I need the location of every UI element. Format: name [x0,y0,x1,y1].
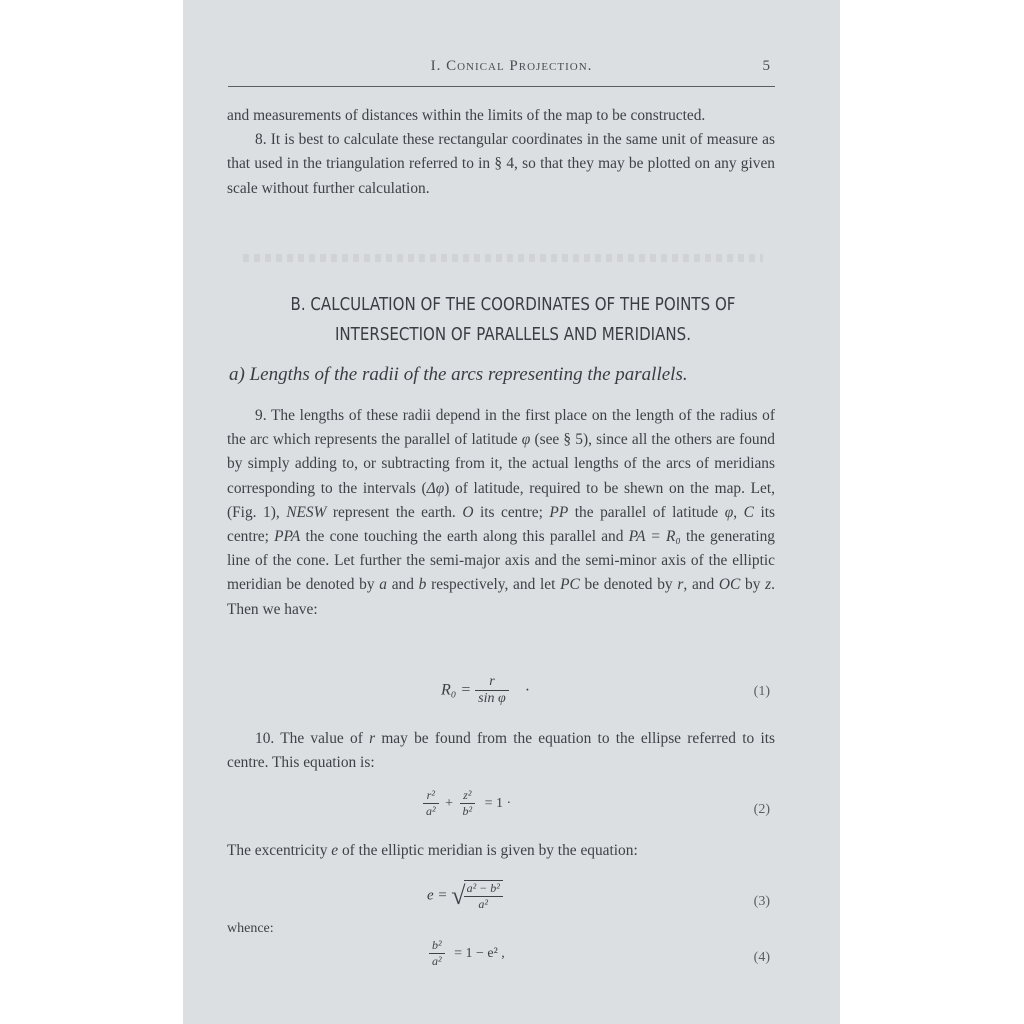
equation-4 [183,936,840,976]
eq3-lhs: e = [427,887,448,904]
math-symbol: PP [549,503,569,521]
paragraph-9 [227,404,775,622]
eq1-fraction [475,674,509,707]
math-symbol: OC [718,576,741,594]
excentricity-sentence [227,842,638,860]
math-symbol: C [743,503,754,521]
text-run: 10. The value of [255,730,370,747]
book-page [183,0,840,1024]
text-run: ) of latitude, required to be shewn on the map. Let, (Fig. 1), [227,479,775,521]
text-run: 9. The lengths of these radii depend in the first place on the length of the radius of the arc which represents the parallel of latitude [227,407,775,449]
eq2-fraction-1 [423,788,439,819]
eq2-fraction-2 [460,788,476,819]
math-symbol: φ [724,503,734,521]
eq1-label: (1) [753,684,770,699]
eq3-fraction [464,880,503,912]
paragraph-10 [227,727,775,775]
section-heading-line-1: B. CALCULATION OF THE COORDINATES OF THE POINTS OF [290,295,736,315]
equation-1 [183,672,840,712]
math-symbol: PC [560,576,580,594]
eq2-label: (2) [753,802,770,817]
whence-text: whence: [227,921,274,936]
text-run: by [740,576,766,594]
section-heading [255,290,771,350]
eq1-trail: · [524,681,531,699]
text-run: , and [683,576,719,594]
text-run: its centre; [227,503,776,546]
math-symbol: e [331,842,339,859]
text-run: (see § 5), since all the others are found by simply adding to, or subtracting from it, the actual lengths of the arcs of meridians corresponding to the intervals ( [227,431,776,497]
eq4-numerator: b² [429,938,445,954]
equation-3 [183,878,840,922]
text-run: represent the earth. [326,503,463,521]
text-run: respectively, and let [426,576,561,594]
math-symbol: a [379,576,387,594]
bleed-through-marks [243,254,763,262]
eq1-denominator: sin φ [478,691,506,706]
continuation-paragraph: and measurements of distances within the limits of the map to be constructed. [227,107,706,124]
eq2-rhs: = 1 · [484,795,512,811]
eq2-numerator-1: r² [423,788,439,804]
text-run: its centre; [473,503,550,521]
equation-2 [183,786,840,826]
text-run: the parallel of latitude [568,503,725,521]
subsection-heading: a) Lengths of the radii of the arcs representing the parallels. [229,364,688,385]
text-run: The excentricity [227,842,332,859]
math-symbol: O [462,503,474,521]
running-header [183,58,840,88]
eq3-denominator: a² [478,897,489,911]
eq2-numerator-2: z² [460,788,476,804]
eq4-rhs: = 1 − e² , [454,945,505,961]
math-symbol: φ [521,431,531,449]
page-number: 5 [762,58,770,74]
eq3-label: (3) [753,894,770,909]
text-run: the cone touching the earth along this parallel and [300,528,629,546]
eq3-numerator: a² − b² [464,881,503,897]
running-title: I. Conical Projection. [430,58,593,74]
text-run: and [386,576,419,594]
eq1-numerator: r [475,674,509,691]
math-symbol: r [369,730,376,747]
math-symbol: b [418,576,427,594]
paragraph-8: 8. It is best to calculate these rectangular coordinates in the same unit of measure as that used in the triangulation referred to in § 4, so that they may be plotted on any given scale without further calculation. [227,131,775,197]
math-symbol: Δφ [426,479,445,497]
eq2-plus: + [445,795,454,811]
intro-text [227,104,775,201]
math-symbol: PPA [274,528,301,546]
math-symbol: z [765,576,772,594]
eq2-denominator-1: a² [426,804,436,818]
math-symbol: NESW [286,503,327,521]
eq1-lhs: R₀ = [441,681,472,699]
section-heading-line-2: INTERSECTION OF PARALLELS AND MERIDIANS. [334,325,692,345]
eq4-label: (4) [753,950,770,965]
text-run: , [733,503,744,521]
text-run: may be found from the equation to the ellipse referred to its centre. This equation is: [227,730,775,772]
radical-sign-icon: √ [451,881,466,910]
header-rule [228,86,775,87]
math-symbol: PA = R₀ [628,528,681,546]
eq4-denominator: a² [432,954,442,968]
text-run: be denoted by [579,576,678,594]
text-run: . Then we have: [227,576,776,618]
math-symbol: r [677,576,684,594]
text-run: the generating line of the cone. Let further the semi-major axis and the semi-minor axis of the elliptic meridian be denoted by [227,528,776,594]
eq4-fraction [429,938,445,969]
eq2-denominator-2: b² [462,804,473,818]
text-run: of the elliptic meridian is given by the equation: [338,842,638,859]
